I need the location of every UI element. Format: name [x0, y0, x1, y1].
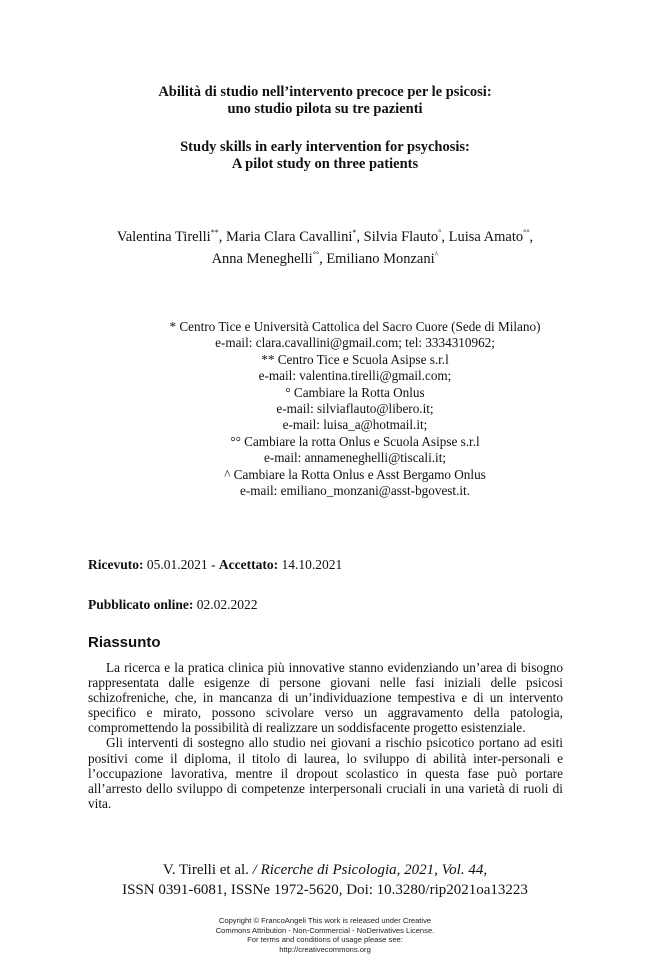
author-mark: °° [523, 228, 530, 237]
abstract-heading: Riassunto [88, 634, 161, 651]
affiliation-line: ^ Cambiare la Rotta Onlus e Asst Bergamo Onlus [224, 466, 486, 482]
author-line-1: Valentina Tirelli**, Maria Clara Cavallini*, Silvia Flauto°, Luisa Amato°°, [116, 228, 534, 245]
author-name: Emiliano Monzani [326, 251, 435, 267]
author-mark: * [352, 228, 357, 237]
license-link[interactable]: http://creativecommons.org [279, 944, 371, 954]
license-line: Copyright © FrancoAngeli This work is released under Creative [218, 916, 432, 925]
author-name: Anna Meneghelli [211, 251, 313, 267]
citation-authors: V. Tirelli et al. [162, 862, 249, 878]
affiliation-line: * Centro Tice e Università Cattolica del Sacro Cuore (Sede di Milano) [169, 319, 541, 334]
title-italian-line2: uno studio pilota su tre pazienti [227, 101, 423, 117]
affiliation-line: ** Centro Tice e Scuola Asipse s.r.l [261, 351, 449, 367]
author-mark: ** [210, 228, 219, 237]
affiliation-line: e-mail: clara.cavallini@gmail.com; tel: 3334310962; [215, 335, 495, 351]
received-date: 05.01.2021 [146, 557, 208, 572]
author-name: Silvia Flauto [363, 229, 439, 245]
affiliations [95, 319, 615, 499]
abstract-paragraph: La ricerca e la pratica clinica più innovative stanno evidenziando un’area di bisogno rappresentata dalle esigenze di persone giovani nelle fasi iniziali delle psicosi schizofreniche, che, in mancanza di un’individuazione tempestiva e di un intervento specifico e mirato, possono scivolare verso un aggravamento della patologia, compromettendo la possibilità di realizzare un soddisfacente progetto esistenziale. [88, 660, 563, 736]
published-date-line [88, 597, 258, 613]
affiliation-line: e-mail: silviaflauto@libero.it; [276, 401, 434, 417]
published-date: 02.02.2022 [196, 597, 258, 612]
date-separator: - [210, 557, 216, 572]
author-mark: °° [312, 250, 320, 259]
affiliation-line: ° Cambiare la Rotta Onlus [285, 384, 425, 400]
accepted-label: Accettato: [218, 557, 279, 572]
citation-line1 [0, 860, 650, 880]
license-line: For terms and conditions of usage please see: [247, 935, 403, 945]
title-italian-line1: Abilità di studio nell’intervento precoce per le psicosi: [158, 84, 492, 100]
affiliation-line: e-mail: valentina.tirelli@gmail.com; [258, 368, 452, 384]
affiliation-line: e-mail: annameneghelli@tiscali.it; [263, 450, 447, 466]
affiliation-line: °° Cambiare la rotta Onlus e Scuola Asipse s.r.l [230, 433, 480, 449]
title-italian [0, 84, 650, 118]
citation-identifiers: ISSN 0391-6081, ISSNe 1972-5620, Doi: 10.3280/rip2021oa13223 [122, 882, 528, 898]
affiliation-line: e-mail: luisa_a@hotmail.it; [282, 417, 428, 433]
title-english-line1: Study skills in early intervention for psychosis: [180, 139, 470, 155]
affiliation-line: e-mail: emiliano_monzani@asst-bgovest.it. [239, 483, 471, 499]
accepted-date: 14.10.2021 [281, 557, 343, 572]
author-name: Maria Clara Cavallini [225, 229, 353, 245]
author-list [0, 224, 650, 268]
author-mark: ^ [434, 250, 439, 259]
author-mark: ° [438, 228, 442, 237]
author-line-2: Anna Meneghelli°°, Emiliano Monzani^ [211, 250, 439, 267]
license-line: Commons Attribution - Non-Commercial - NoDerivatives License. [215, 925, 435, 935]
author-name: Valentina Tirelli [116, 229, 211, 245]
title-english-line2: A pilot study on three patients [231, 156, 419, 172]
citation-journal: / Ricerche di Psicologia, 2021, Vol. 44, [252, 862, 488, 878]
abstract-body [88, 660, 563, 811]
published-label: Pubblicato online: [88, 597, 194, 612]
author-name: Luisa Amato [448, 229, 524, 245]
received-accepted-dates [88, 557, 342, 573]
received-label: Ricevuto: [88, 557, 144, 572]
abstract-paragraph: Gli interventi di sostegno allo studio nei giovani a rischio psicotico portano ad esiti positivi come il diploma, il titolo di laurea, lo sviluppo di abilità inter-personali e l’occupazione lavorativa, mentre il dropout scolastico in questa fase può portare all’arresto dello sviluppo di competenze interpersonali cruciali in una varietà di ruoli di vita. [88, 735, 563, 811]
title-english [0, 139, 650, 173]
citation-footer [0, 860, 650, 900]
license-notice [0, 916, 650, 954]
